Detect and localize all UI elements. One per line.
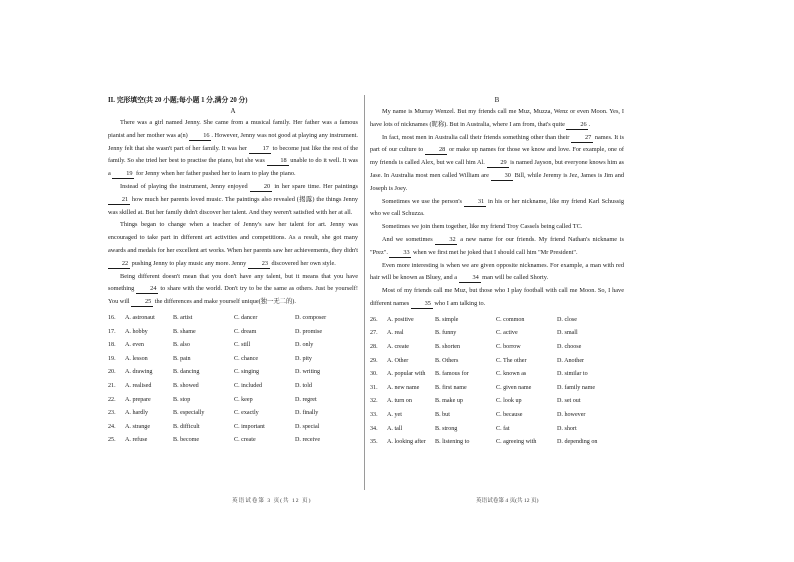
- paragraph-text: Sometimes we join them together, like my friend Troy Cassels being called TC.: [382, 223, 583, 231]
- blank-number: 25: [131, 298, 153, 307]
- footer-left-page-number: 英语试卷第 3 页(共 12 页): [232, 498, 312, 504]
- paragraph-text: pushing Jenny to play music any more. Jenny: [130, 259, 248, 267]
- passage-a-letter: A: [230, 107, 236, 115]
- question-number: 30.: [370, 371, 378, 378]
- passage-b-letter: B: [494, 96, 500, 104]
- question-number: 23.: [108, 410, 116, 417]
- option-a: A. prepare: [125, 396, 151, 403]
- paragraph-text: Being different doesn't mean that you don't have any talent, but it means that you have something: [108, 272, 358, 293]
- paragraph: [108, 181, 358, 219]
- blank-number: 31: [464, 198, 486, 207]
- blank-number: 18: [267, 157, 289, 166]
- option-c: C. included: [234, 382, 263, 389]
- option-row: [108, 326, 358, 340]
- option-c: C. dream: [234, 328, 257, 335]
- passage-b-options: [370, 314, 624, 450]
- paragraph: [108, 117, 358, 181]
- question-number: 35.: [370, 439, 378, 446]
- option-a: A. popular with: [387, 371, 426, 378]
- section-heading: II. 完形填空(共 20 小题;每小题 1 分,满分 20 分): [108, 97, 248, 104]
- blank-number: 23: [248, 260, 270, 269]
- passage-a-options: [108, 312, 358, 448]
- question-number: 21.: [108, 382, 116, 389]
- option-d: D. short: [557, 425, 577, 432]
- option-c: C. exactly: [234, 410, 259, 417]
- option-a: A. even: [125, 342, 144, 349]
- blank-number: 29: [487, 159, 509, 168]
- option-c: C. fat: [496, 425, 510, 432]
- option-row: [108, 394, 358, 408]
- option-b: B. especially: [173, 410, 205, 417]
- blank-number: 16: [189, 132, 211, 141]
- option-c: C. borrow: [496, 343, 521, 350]
- option-d: D. only: [295, 342, 314, 349]
- option-d: D. Another: [557, 357, 585, 364]
- option-c: C. singing: [234, 369, 260, 376]
- option-b: B. showed: [173, 382, 199, 389]
- option-b: B. first name: [435, 384, 467, 391]
- option-c: C. agreeing with: [496, 439, 537, 446]
- option-row: [108, 312, 358, 326]
- paragraph: [108, 219, 358, 270]
- paragraph-text: for Jenny when her father pushed her to learn to play the piano.: [134, 170, 296, 178]
- option-c: C. because: [496, 411, 523, 418]
- option-c: C. important: [234, 423, 265, 430]
- passage-b-body: [370, 106, 624, 311]
- option-d: D. depending on: [557, 439, 598, 446]
- option-b: B. artist: [173, 314, 193, 321]
- option-c: C. dancer: [234, 314, 258, 321]
- option-a: A. create: [387, 343, 409, 350]
- option-d: D. family name: [557, 384, 596, 391]
- question-number: 28.: [370, 343, 378, 350]
- option-a: A. hobby: [125, 328, 148, 335]
- option-b: B. shorten: [435, 343, 461, 350]
- question-number: 33.: [370, 411, 378, 418]
- option-b: B. listening to: [435, 439, 470, 446]
- paragraph: [108, 271, 358, 309]
- option-a: A. Other: [387, 357, 409, 364]
- option-c: C. still: [234, 342, 251, 349]
- paragraph-text: who I am talking to.: [432, 299, 486, 307]
- blank-number: 20: [250, 183, 272, 192]
- option-d: D. however: [557, 411, 586, 418]
- paragraph-text: Instead of playing the instrument, Jenny enjoyed: [120, 182, 251, 190]
- blank-number: 32: [435, 236, 457, 245]
- option-b: B. strong: [435, 425, 458, 432]
- option-b: B. also: [173, 342, 190, 349]
- paragraph-text: names. It is part of our culture to: [370, 133, 624, 154]
- option-a: A. refuse: [125, 437, 148, 444]
- option-row: [370, 368, 624, 382]
- question-number: 31.: [370, 384, 378, 391]
- question-number: 34.: [370, 425, 378, 432]
- option-d: D. regret: [295, 396, 317, 403]
- paragraph-text: And we sometimes: [382, 235, 436, 243]
- question-number: 18.: [108, 342, 116, 349]
- option-a: A. new name: [387, 384, 420, 391]
- blank-number: 24: [136, 285, 158, 294]
- option-b: B. pain: [173, 355, 191, 362]
- option-c: C. chance: [234, 355, 259, 362]
- option-b: B. dancing: [173, 369, 200, 376]
- paragraph-text: or make up names for those we know and love. For example, one of my friends is called Alex, but we call him Al.: [370, 146, 624, 167]
- paragraph-text: in his or her nickname, like my friend Karl Schussig who we call Schuzza.: [370, 197, 624, 218]
- paragraph-text: . However, Jenny was not good at playing any instrument. Jenny felt that she wasn't part of her family. It was her: [108, 131, 358, 152]
- question-number: 24.: [108, 423, 116, 430]
- option-a: A. tall: [387, 425, 403, 432]
- paragraph: [370, 234, 624, 260]
- option-a: A. lesson: [125, 355, 148, 362]
- option-row: [108, 380, 358, 394]
- blank-number: 21: [108, 196, 130, 205]
- option-b: B. stop: [173, 396, 191, 403]
- option-a: A. hardly: [125, 410, 149, 417]
- question-number: 22.: [108, 396, 116, 403]
- blank-number: 27: [571, 134, 593, 143]
- option-a: A. realised: [125, 382, 152, 389]
- option-a: A. yet: [387, 411, 402, 418]
- option-d: D. composer: [295, 314, 327, 321]
- option-row: [370, 355, 624, 369]
- option-d: D. set out: [557, 398, 581, 405]
- paragraph-text: how much her parents loved music. The paintings also revealed (揭露) the things Jenny was skilled at. But her family didn't discover her talent. And they weren't satisfied with her at all.: [108, 195, 358, 216]
- option-d: D. pity: [295, 355, 312, 362]
- option-c: C. active: [496, 330, 518, 337]
- paragraph-text: Sometimes we use the person's: [382, 197, 464, 205]
- paragraph-text: In fact, most men in Australia call their friends something other than their: [382, 133, 572, 141]
- option-c: C. look up: [496, 398, 522, 405]
- blank-number: 22: [108, 260, 130, 269]
- option-a: A. astronaut: [125, 314, 155, 321]
- paragraph: [370, 106, 624, 132]
- question-number: 20.: [108, 369, 116, 376]
- option-d: D. receive: [295, 437, 321, 444]
- paragraph: [370, 285, 624, 311]
- option-row: [108, 407, 358, 421]
- option-row: [370, 395, 624, 409]
- paragraph-text: Bill, while Jeremy is Jez, James is Jim and Joseph is Joey.: [370, 171, 624, 192]
- question-number: 17.: [108, 328, 116, 335]
- question-number: 29.: [370, 357, 378, 364]
- option-d: D. choose: [557, 343, 582, 350]
- question-number: 26.: [370, 316, 378, 323]
- option-row: [370, 423, 624, 437]
- paragraph: [370, 260, 624, 286]
- paragraph-text: man will be called Shorty.: [480, 274, 549, 282]
- option-b: B. become: [173, 437, 200, 444]
- option-row: [370, 327, 624, 341]
- paragraph-text: Most of my friends call me Muz, but those who I play football with call me Moon. So, I have different names: [370, 287, 624, 307]
- question-number: 32.: [370, 398, 378, 405]
- paragraph: [370, 221, 624, 234]
- option-c: C. given name: [496, 384, 532, 391]
- option-row: [370, 341, 624, 355]
- blank-number: 19: [112, 170, 134, 179]
- question-number: 25.: [108, 437, 116, 444]
- paragraph-text: to become just like the rest of the family. So she tried her best to practise the piano, but she was: [108, 144, 358, 165]
- paragraph-text: a new name for our friends. My friend Nathan's nickname is "Prez".: [370, 235, 625, 256]
- option-row: [108, 434, 358, 448]
- blank-number: 26: [566, 121, 588, 130]
- option-c: C. known as: [496, 371, 527, 378]
- option-a: A. turn on: [387, 398, 412, 405]
- option-d: D. finally: [295, 410, 319, 417]
- column-divider: [364, 95, 365, 490]
- right-column: [370, 95, 624, 450]
- option-c: C. common: [496, 316, 525, 323]
- blank-number: 17: [249, 145, 271, 154]
- paragraph-text: discovered her own style.: [269, 259, 336, 267]
- option-b: B. Others: [435, 357, 459, 364]
- paragraph-text: when we first met he joked that I should call him "Mr President".: [411, 248, 578, 256]
- question-number: 27.: [370, 330, 378, 337]
- option-b: B. funny: [435, 330, 457, 337]
- left-column: [108, 95, 358, 448]
- option-a: A. drawing: [125, 369, 153, 376]
- option-a: A. real: [387, 330, 404, 337]
- option-d: D. close: [557, 316, 577, 323]
- paragraph-text: .: [588, 120, 591, 128]
- option-b: B. famous for: [435, 371, 469, 378]
- blank-number: 35: [411, 300, 433, 309]
- paragraph-text: Things began to change when a teacher of Jenny's saw her talent for art. Jenny was encouraged to take part in different art activities and competitions. As a result, she got many awards and medals for her excellent art works. When her parents saw her achievements, they didn't: [108, 221, 358, 254]
- option-row: [108, 353, 358, 367]
- option-d: D. told: [295, 382, 312, 389]
- blank-number: 33: [389, 249, 411, 258]
- paragraph-text: Even more interesting is when we are given opposite nicknames. For example, a man with red hair will be known as Bluey, and a: [370, 261, 624, 282]
- paragraph-text: My name is Murray Wenzel. But my friends call me Muz, Muzza, Wenz or even Moon. Yes, I have lots of nicknames (昵称). But in Australia, where I am from, that's quite: [370, 108, 624, 128]
- question-number: 19.: [108, 355, 116, 362]
- option-row: [108, 366, 358, 380]
- option-d: D. special: [295, 423, 320, 430]
- option-c: C. The other: [496, 357, 527, 364]
- option-b: B. make up: [435, 398, 463, 405]
- option-b: B. but: [435, 411, 450, 418]
- passage-a-body: [108, 117, 358, 309]
- option-a: A. positive: [387, 316, 414, 323]
- paragraph-text: There was a girl named Jenny. She came from a musical family. Her father was a famous pianist and her mother was a(n): [108, 119, 358, 139]
- option-b: B. simple: [435, 316, 459, 323]
- paragraph: [370, 132, 624, 196]
- option-row: [108, 339, 358, 353]
- option-c: C. create: [234, 437, 256, 444]
- option-row: [370, 436, 624, 450]
- option-row: [370, 409, 624, 423]
- paragraph: [370, 196, 624, 222]
- blank-number: 34: [459, 274, 481, 283]
- paragraph-text: to share with the world. Don't try to be the same as others. Just be yourself! You will: [108, 285, 358, 306]
- paragraph-text: is named Jayson, but everyone knows him as Jase. In Australia most men called William are: [370, 159, 624, 179]
- option-a: A. looking after: [387, 439, 426, 446]
- option-d: D. writing: [295, 369, 321, 376]
- option-d: D. similar to: [557, 371, 588, 378]
- option-row: [370, 382, 624, 396]
- blank-number: 30: [491, 172, 513, 181]
- option-b: B. shame: [173, 328, 196, 335]
- option-row: [370, 314, 624, 328]
- footer-right-page-number: 英语试卷第 4 页(共 12 页): [476, 498, 539, 504]
- paragraph-text: in her spare time. Her paintings: [272, 182, 358, 190]
- option-d: D. small: [557, 330, 578, 337]
- blank-number: 28: [425, 146, 447, 155]
- paragraph-text: unable to do it well. It was a: [108, 157, 358, 178]
- paragraph-text: the differences and make yourself unique(独一无二的).: [153, 298, 296, 306]
- option-c: C. keep: [234, 396, 253, 403]
- question-number: 16.: [108, 314, 116, 321]
- option-a: A. strange: [125, 423, 151, 430]
- option-b: B. difficult: [173, 423, 200, 430]
- option-row: [108, 421, 358, 435]
- option-d: D. promise: [295, 328, 323, 335]
